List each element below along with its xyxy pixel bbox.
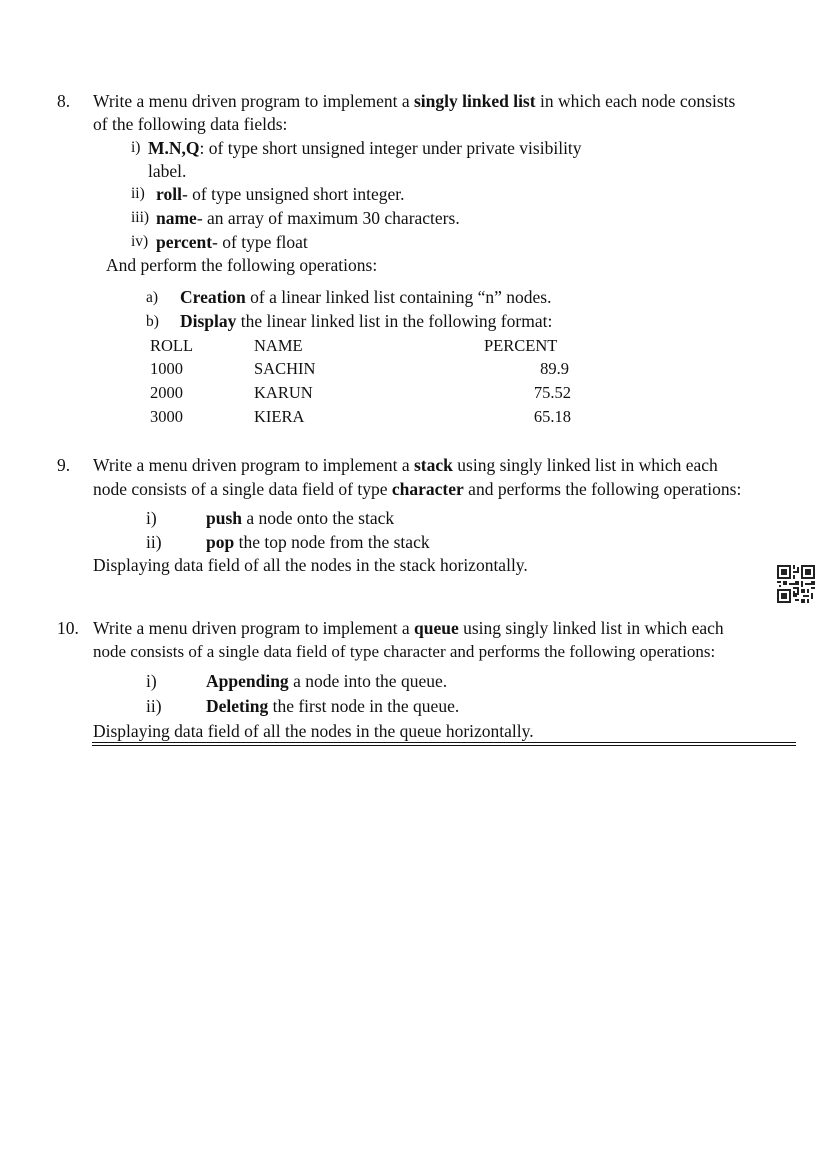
- table-cell: KARUN: [254, 383, 313, 402]
- q8-intro-line1: Write a menu driven program to implement a singly linked list in which each node consists: [93, 91, 736, 111]
- q8-op-text: Display the linear linked list in the following format:: [180, 311, 553, 331]
- qr-code-icon: [777, 565, 815, 603]
- q8-field-text: percent- of type float: [156, 232, 308, 252]
- q8-number: 8.: [57, 91, 71, 111]
- table-cell: SACHIN: [254, 359, 316, 378]
- q8-field-num: iv): [131, 233, 149, 250]
- table-cell: 1000: [150, 359, 183, 378]
- q10-op-text: Deleting the first node in the queue.: [206, 696, 460, 716]
- q8-ops-intro: And perform the following operations:: [106, 255, 378, 275]
- q10-line1: Write a menu driven program to implement a queue using singly linked list in which each: [93, 618, 724, 638]
- q10-line2: node consists of a single data field of type character and performs the following operations:: [93, 642, 716, 661]
- q8-op-text: Creation of a linear linked list containing “n” nodes.: [180, 287, 552, 307]
- section-divider: [92, 745, 796, 746]
- q8-field-num: i): [131, 139, 141, 156]
- table-header-roll: ROLL: [150, 336, 194, 355]
- q8-field-continuation: label.: [148, 161, 187, 181]
- table-cell: KIERA: [254, 407, 305, 426]
- q10-op-num: ii): [146, 696, 162, 716]
- table-cell: 3000: [150, 407, 183, 426]
- table-header-percent: PERCENT: [484, 336, 558, 355]
- q9-op-text: pop the top node from the stack: [206, 532, 430, 552]
- table-header-name: NAME: [254, 336, 303, 355]
- table-cell: 2000: [150, 383, 183, 402]
- q10-number: 10.: [57, 618, 79, 638]
- q8-field-num: ii): [131, 185, 145, 202]
- section-divider: [92, 742, 796, 743]
- q9-line2: node consists of a single data field of type character and performs the following operations:: [93, 479, 742, 499]
- table-cell: 89.9: [540, 359, 569, 378]
- q9-op-num: ii): [146, 532, 162, 552]
- q9-number: 9.: [57, 455, 71, 475]
- q8-field-num: iii): [131, 209, 150, 226]
- q8-op-num: a): [146, 289, 159, 306]
- q9-op-text: push a node onto the stack: [206, 508, 395, 528]
- q8-op-num: b): [146, 313, 159, 330]
- q10-op-num: i): [146, 671, 157, 691]
- q8-field-text: M.N,Q: of type short unsigned integer under private visibility: [148, 138, 582, 158]
- q9-op-num: i): [146, 508, 157, 528]
- q9-line1: Write a menu driven program to implement a stack using singly linked list in which each: [93, 455, 718, 475]
- q8-field-text: roll- of type unsigned short integer.: [156, 184, 405, 204]
- table-cell: 75.52: [533, 383, 571, 402]
- q8-field-text: name- an array of maximum 30 characters.: [156, 208, 460, 228]
- q10-op-text: Appending a node into the queue.: [206, 671, 448, 691]
- table-cell: 65.18: [533, 407, 571, 426]
- q8-intro-line2: of the following data fields:: [93, 114, 288, 134]
- q10-closing: Displaying data field of all the nodes in the queue horizontally.: [93, 721, 534, 741]
- q9-closing: Displaying data field of all the nodes in the stack horizontally.: [93, 555, 528, 575]
